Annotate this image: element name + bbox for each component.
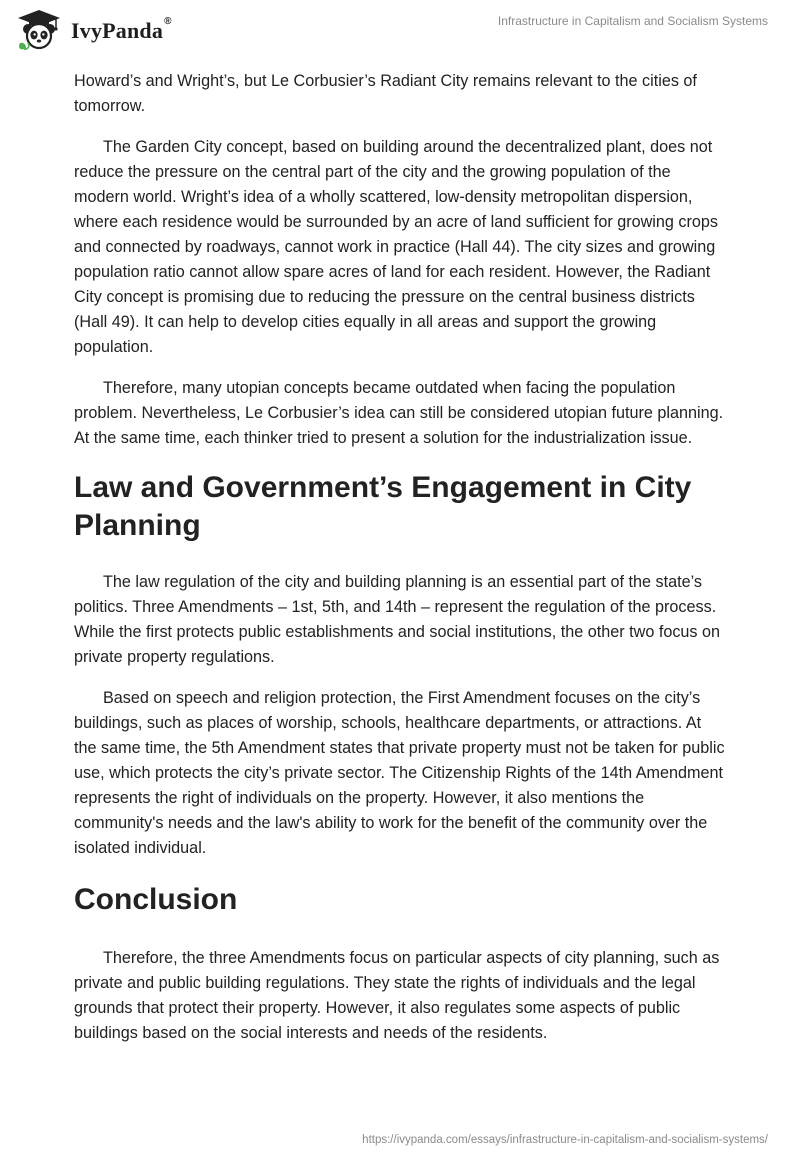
panda-graduate-icon	[16, 9, 62, 51]
paragraph-garden-city: The Garden City concept, based on building around the decentralized plant, does not reduce the pressure on the central part of the city and the growing population of the modern world. Wright’s idea of a wholly scattered, low-density metropolitan dispersion, where each residence would be surrounded by an acre of land sufficient for growing crops and connected by roadways, cannot work in practice (Hall 44). The city sizes and growing population ratio cannot allow spare acres of land for each resident. However, the Radiant City concept is promising due to reducing the pressure on the central business districts (Hall 49). It can help to develop cities equally in all areas and support the growing population.	[74, 138, 718, 356]
brand-name: IvyPanda®	[71, 16, 172, 43]
section-heading-conclusion: Conclusion	[74, 883, 238, 916]
paragraph-utopian-concepts: Therefore, many utopian concepts became outdated when facing the population problem. Nevertheless, Le Corbusier’s idea can still be considered utopian future planning. At the same time, each thinker tried to present a solution for the industrialization issue.	[74, 379, 724, 447]
paragraph-amendments: Based on speech and religion protection, the First Amendment focuses on the city’s buildings, such as places of worship, schools, healthcare departments, or attractions. At the same time, the 5th Amendment states that private property must not be taken for public use, which protects the city’s private sector. The Citizenship Rights of the 14th Amendment represents the right of individuals on the property. However, it also mentions the community's needs and the law's ability to work for the benefit of the community over the isolated individual.	[74, 689, 725, 857]
ivypanda-logo[interactable]	[16, 9, 172, 51]
paragraph-conclusion: Therefore, the three Amendments focus on particular aspects of city planning, such as private and public building regulations. They state the rights of individuals and the legal grounds that protect their property. However, it also regulates some aspects of public buildings based on the social interests and needs of the residents.	[74, 949, 720, 1042]
section-heading-law: Law and Government’s Engagement in City Planning	[74, 471, 692, 542]
essay-body	[74, 69, 726, 1062]
paragraph-law-regulation: The law regulation of the city and building planning is an essential part of the state’s politics. Three Amendments – 1st, 5th, and 14th – represent the regulation of the process. While the first protects public establishments and social institutions, the other two focus on private property regulations.	[74, 573, 721, 666]
paragraph-continuation: Howard’s and Wright’s, but Le Corbusier’s Radiant City remains relevant to the cities of tomorrow.	[74, 72, 697, 115]
document-title: Infrastructure in Capitalism and Socialism Systems	[497, 14, 768, 28]
page-header	[0, 0, 800, 60]
source-url[interactable]: https://ivypanda.com/essays/infrastructure-in-capitalism-and-socialism-systems/	[362, 1134, 768, 1146]
registered-mark: ®	[164, 16, 172, 27]
